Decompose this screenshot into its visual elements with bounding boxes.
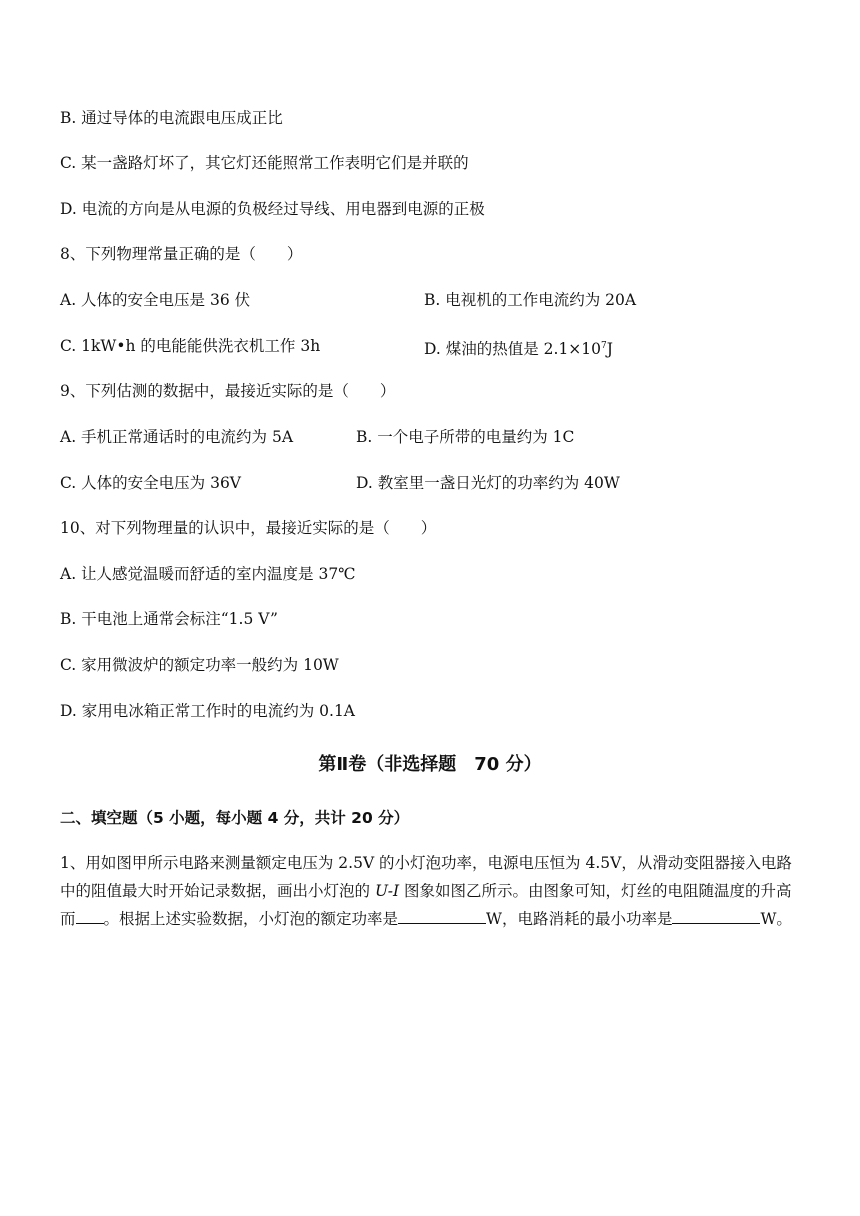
fill1-text-5: W。 — [760, 910, 792, 928]
q10-option-d: D. 家用电冰箱正常工作时的电流约为 0.1A — [60, 702, 356, 720]
q10-stem: 10、对下列物理量的认识中，最接近实际的是（ ） — [60, 519, 437, 537]
q8-option-c: C. 1kW•h 的电能能供洗衣机工作 3h — [60, 337, 321, 355]
q9-option-c: C. 人体的安全电压为 36V — [60, 474, 242, 492]
fill-question-1 — [60, 849, 805, 933]
q8-option-a: A. 人体的安全电压是 36 伏 — [60, 291, 251, 309]
q9-stem: 9、下列估测的数据中，最接近实际的是（ ） — [60, 382, 396, 400]
fill1-text-1: 1、用如图甲所示电路来测量额定电压为 2.5V 的小灯泡功率，电源电压恒为 4.5V，从滑动变阻器接入电路中的阻值最大时开始记录数据，画出小灯泡的 — [60, 854, 792, 900]
fill1-blank-1[interactable] — [76, 907, 104, 924]
q10-option-a: A. 让人感觉温暖而舒适的室内温度是 37℃ — [60, 565, 356, 583]
fill1-ui-symbol: U-I — [374, 882, 400, 900]
q10-option-b: B. 干电池上通常会标注“1.5 V” — [60, 610, 278, 628]
q7-option-c: C. 某一盏路灯坏了，其它灯还能照常工作表明它们是并联的 — [60, 154, 469, 172]
q9-option-a: A. 手机正常通话时的电流约为 5A — [60, 428, 294, 446]
q7-option-d: D. 电流的方向是从电源的负极经过导线、用电器到电源的正极 — [60, 200, 485, 218]
q9-option-d: D. 教室里一盏日光灯的功率约为 40W — [356, 474, 620, 492]
q8-option-d-text: D. 煤油的热值是 2.1×10 — [424, 340, 602, 359]
section-title: 二、填空题（5 小题，每小题 4 分，共计 20 分） — [60, 809, 410, 827]
fill1-text-4: W，电路消耗的最小功率是 — [486, 910, 673, 928]
q8-stem: 8、下列物理常量正确的是（ ） — [60, 245, 303, 263]
q9-option-b: B. 一个电子所带的电量约为 1C — [356, 428, 575, 446]
q8-option-d-exponent: 7 — [601, 341, 607, 351]
q8-option-b: B. 电视机的工作电流约为 20A — [424, 291, 637, 309]
q10-option-c: C. 家用微波炉的额定功率一般约为 10W — [60, 656, 339, 674]
q8-option-d — [424, 335, 613, 360]
q7-option-b: B. 通过导体的电流跟电压成正比 — [60, 109, 283, 127]
part2-title: 第Ⅱ卷（非选择题 70 分） — [318, 754, 542, 775]
fill1-blank-3[interactable] — [672, 907, 760, 924]
fill1-blank-2[interactable] — [398, 907, 486, 924]
q8-option-d-unit: J — [606, 340, 613, 359]
fill1-text-3: 。根据上述实验数据，小灯泡的额定功率是 — [103, 910, 399, 928]
fill1-text-2: 图象如图乙所示。由图象可知，灯丝的电阻随温度的升高而 — [60, 882, 792, 928]
